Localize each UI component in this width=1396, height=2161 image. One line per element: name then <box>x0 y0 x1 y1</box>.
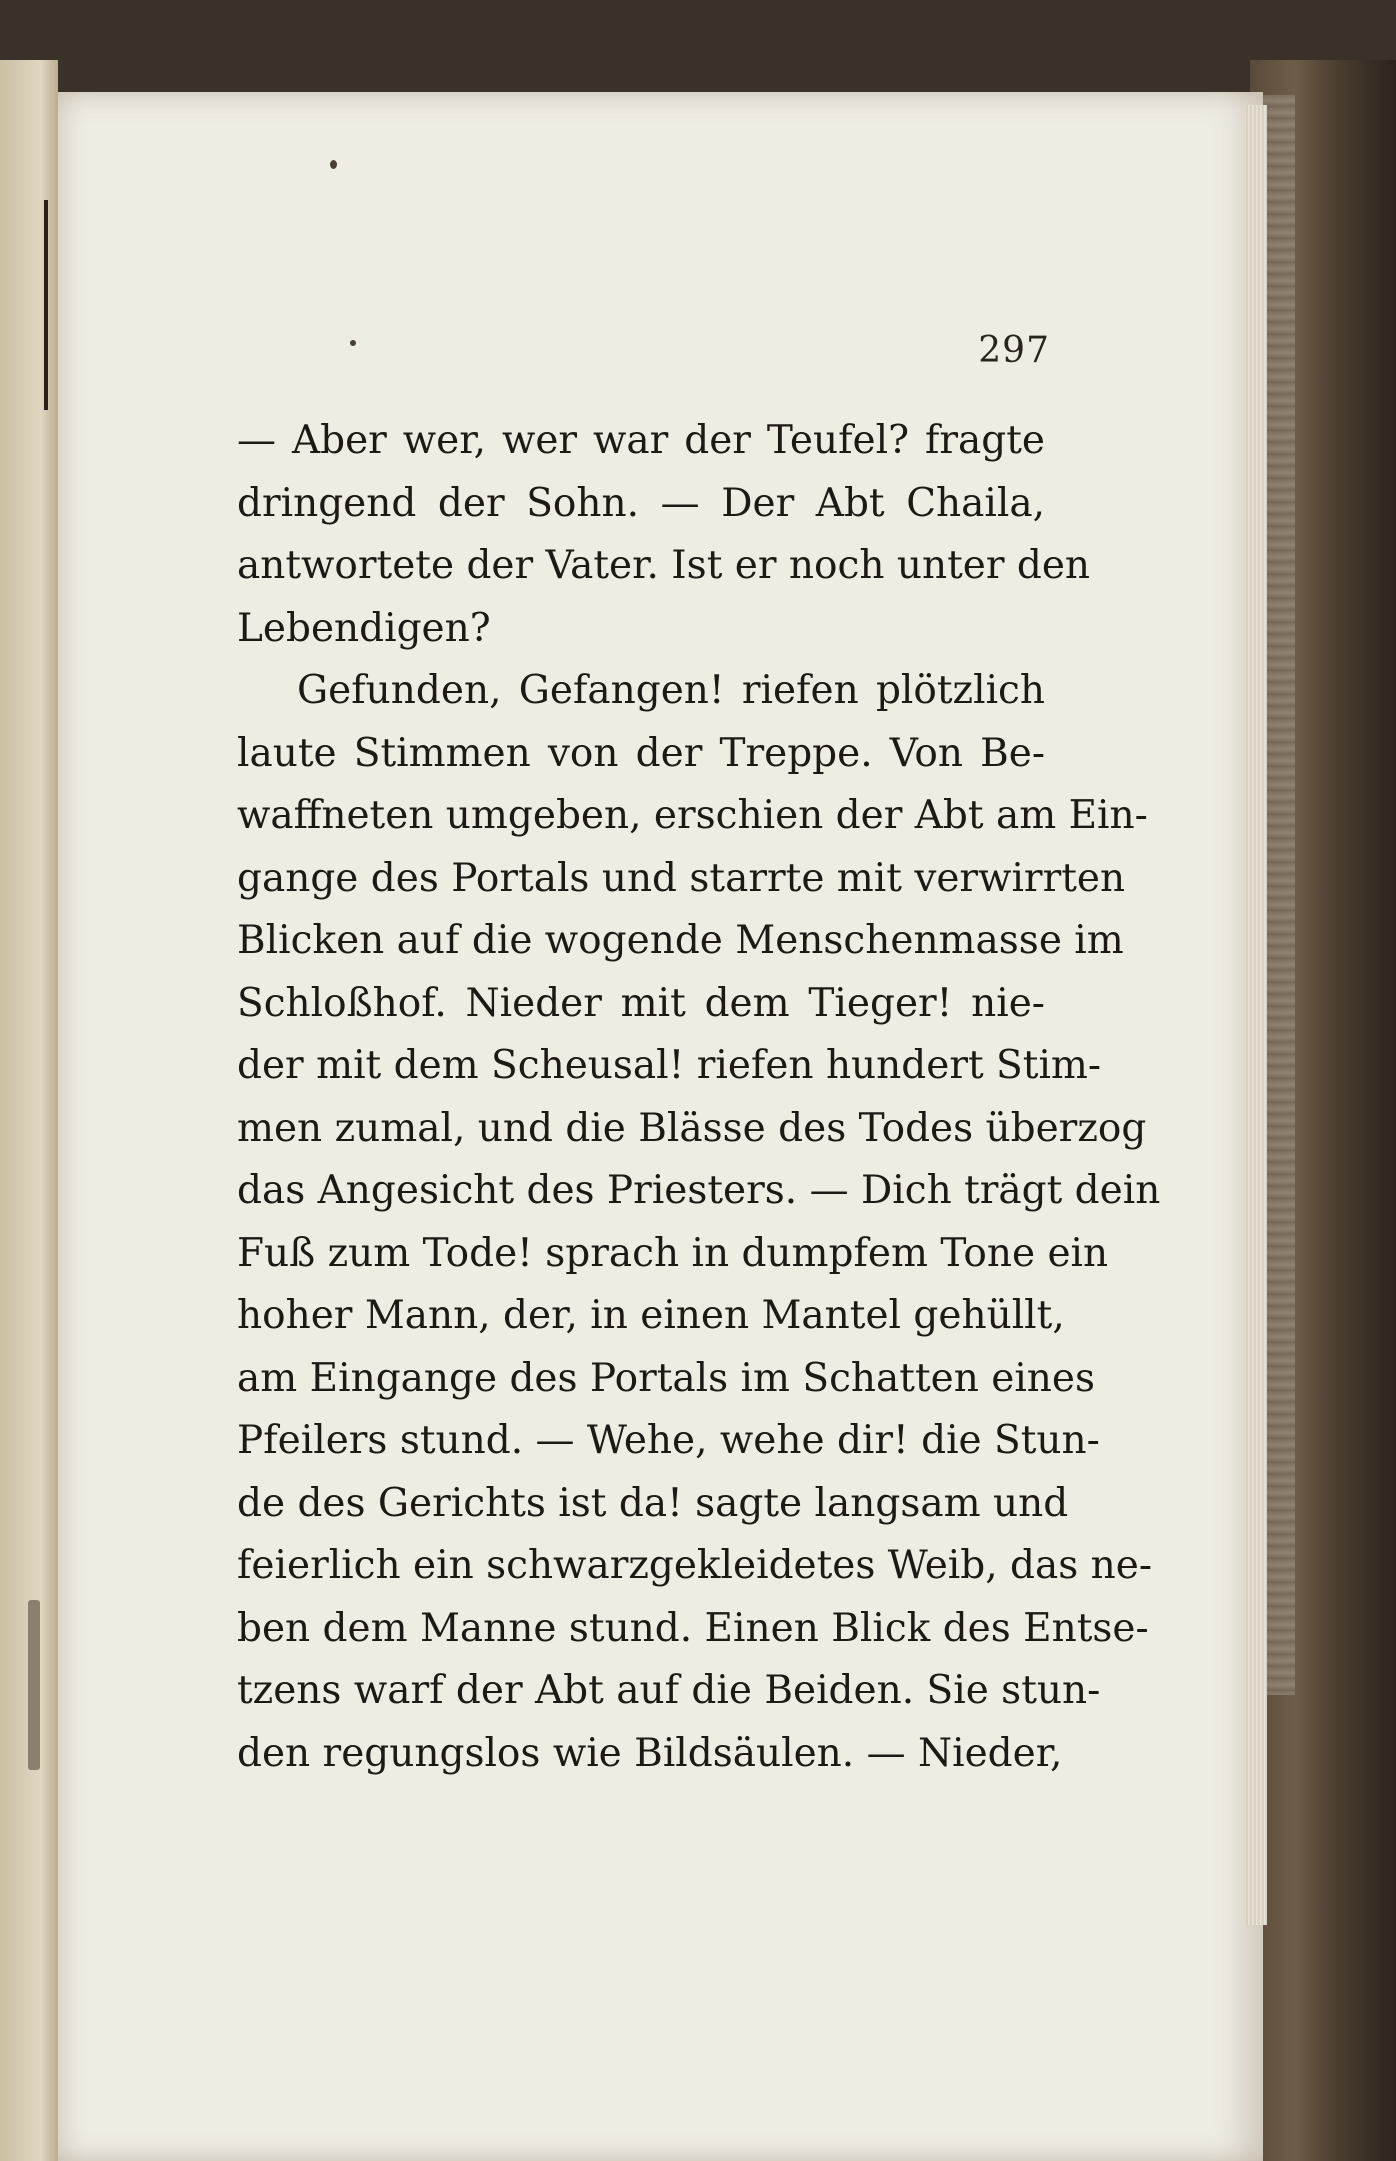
text-line: dringend der Sohn. — Der Abt Chaila, <box>237 480 1045 526</box>
text-line: gange des Portals und starrte mit verwirrten <box>237 855 1126 901</box>
text-line: Gefunden, Gefangen! riefen plötzlich <box>297 668 1045 713</box>
text-line: das Angesicht des Priesters. — Dich trägt dein <box>237 1168 1161 1213</box>
text-line: feierlich ein schwarzgekleidetes Weib, das ne- <box>237 1543 1153 1588</box>
text-line: waffneten umgeben, erschien der Abt am Ein- <box>237 793 1148 838</box>
page-edges <box>1245 105 1267 1925</box>
text-line: hoher Mann, der, in einen Mantel gehüllt, <box>237 1293 1065 1338</box>
text-line: Schloßhof. Nieder mit dem Tieger! nie- <box>237 980 1045 1026</box>
text-line: Blicken auf die wogende Menschenmasse im <box>237 918 1124 963</box>
text-line: Fuß zum Tode! sprach in dumpfem Tone ein <box>237 1230 1109 1276</box>
text-line: antwortete der Vater. Ist er noch unter den <box>237 543 1091 588</box>
left-facing-page <box>0 60 58 2161</box>
text-line: am Eingange des Portals im Schatten eines <box>237 1355 1095 1401</box>
text-line: ben dem Manne stund. Einen Blick des Entse- <box>237 1605 1149 1651</box>
text-line: Lebendigen? <box>237 605 491 651</box>
text-line: tzens warf der Abt auf die Beiden. Sie stun- <box>237 1668 1101 1713</box>
text-line: men zumal, und die Blässe des Todes überzog <box>237 1105 1147 1151</box>
text-line: Pfeilers stund. — Wehe, wehe dir! die Stun- <box>237 1418 1100 1463</box>
text-line: laute Stimmen von der Treppe. Von Be- <box>237 730 1045 776</box>
text-line: den regungslos wie Bildsäulen. — Nieder, <box>237 1730 1063 1776</box>
binding-thread <box>28 1600 40 1770</box>
text-line: — Aber wer, wer war der Teufel? fragte <box>237 418 1045 463</box>
left-page-mark <box>44 200 48 410</box>
body-text <box>237 410 1161 1785</box>
ink-speck <box>350 340 356 346</box>
page-number: 297 <box>978 330 1050 371</box>
ink-speck <box>330 160 337 169</box>
text-line: de des Gerichts ist da! sagte langsam und <box>237 1480 1069 1526</box>
text-line: der mit dem Scheusal! riefen hundert Stim- <box>237 1043 1102 1088</box>
